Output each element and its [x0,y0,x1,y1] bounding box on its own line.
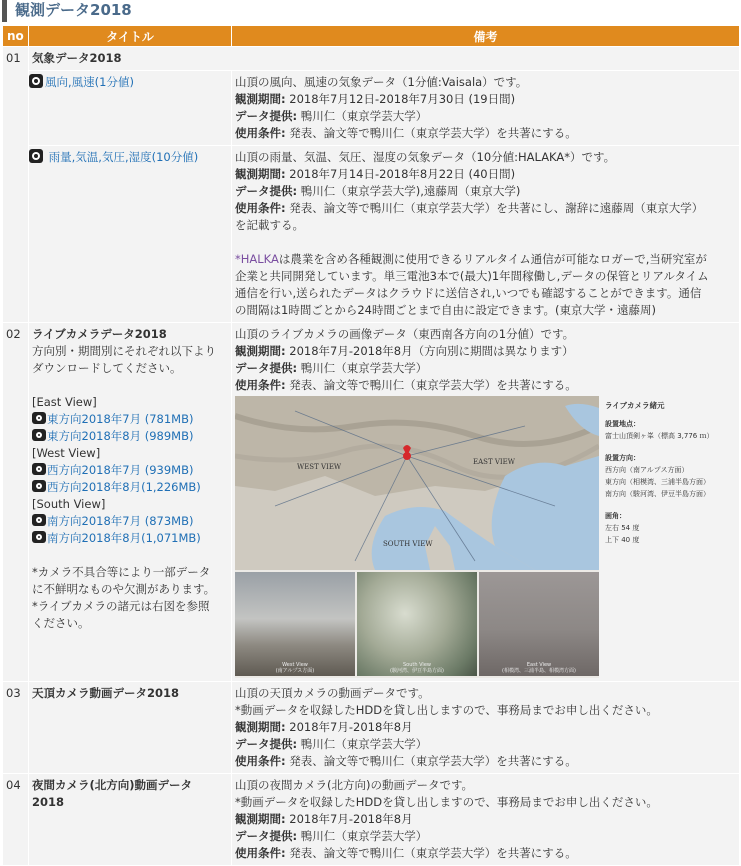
camera-icon [32,514,46,526]
camera-note: に不鮮明なものや欠測があります。 [32,582,216,596]
camera-icon [32,429,46,441]
terms-value: 発表、論文等で鴨川仁（東京学芸大学）を共著にする。 [289,126,577,140]
period-value: 2018年7月-2018年8月（方向別に期間は異なります） [289,344,574,358]
thumb-caption: South View [403,662,431,668]
thumb-caption: West View [282,662,308,668]
spec-location-value: 富士山頂剣ヶ峯（標高 3,776 ｍ） [605,432,714,440]
terms-value-cont: を記載する。 [235,218,304,232]
row-number: 02 [3,323,28,681]
table-row [3,146,739,322]
spec-title: ライブカメラ緒元 [605,401,665,410]
camera-map [235,396,599,570]
table-row [3,774,739,865]
west-view-label: [West View] [32,446,101,460]
provider-value: 鴨川仁（東京学芸大学） [300,829,428,843]
thumb-caption-sub: (南アルプス方面) [275,668,315,674]
camera-icon [32,531,46,543]
spec-angle-vertical: 上下 40 度 [605,536,640,544]
provider-label: データ提供: [235,737,298,751]
column-header-note: 備考 [232,26,739,46]
map-label-west: WEST VIEW [297,463,342,471]
row-title: 夜間カメラ(北方向)動画データ [32,778,193,792]
halka-note: 通信を行い,送られたデータはクラウドに送信され,いつでも確認することができます。通信 [235,286,702,300]
table-row [3,47,739,70]
provider-value: 鴨川仁（東京学芸大学） [300,737,428,751]
camera-note: ください。 [32,616,90,630]
provider-value: 鴨川仁（東京学芸大学),遠藤周（東京大学) [300,184,521,198]
description: 山頂の天頂カメラの動画データです。 [235,686,430,700]
thumb-caption-sub: (相模湾、三浦半島、相模湾方面) [502,668,576,674]
spec-angle-label: 画角： [605,512,626,520]
period-value: 2018年7月-2018年8月 [289,720,413,734]
camera-icon [32,412,46,424]
description: 山頂のライブカメラの画像データ（東西南各方向の1分値）です。 [235,327,575,341]
terms-label: 使用条件: [235,201,286,215]
terms-label: 使用条件: [235,378,286,392]
description: 山頂の風向、風速の気象データ（1分値:Vaisala）です。 [235,75,528,89]
provider-label: データ提供: [235,361,298,375]
row-title-cont: 2018 [32,795,65,809]
row-number: 04 [3,774,28,865]
table-header-row [3,26,739,46]
download-link-east-aug[interactable]: 東方向2018年8月 (989MB) [47,429,194,443]
spec-direction-south: 南方向（駿河湾、伊豆半島方面） [605,490,710,498]
period-value: 2018年7月-2018年8月 [289,812,413,826]
period-label: 観測期間: [235,167,286,181]
spec-angle-horizontal: 左右 54 度 [605,524,640,532]
intro-text: 方向別・期間別にそれぞれ以下より [32,344,216,358]
camera-icon [29,74,43,88]
row-number: 03 [3,682,28,773]
row-title: ライブカメラデータ2018 [32,327,167,341]
period-label: 観測期間: [235,92,286,106]
column-header-title: タイトル [29,26,231,46]
halka-term: *HALKA [235,252,279,266]
camera-icon [32,480,46,492]
period-label: 観測期間: [235,344,286,358]
spec-direction-west: 西方向（南アルプス方面） [605,466,689,474]
south-view-thumbnail [357,572,477,676]
description: 山頂の雨量、気温、気圧、湿度の気象データ（10分値:HALAKA*）です。 [235,150,616,164]
period-value: 2018年7月12日-2018年7月30日 (19日間) [289,92,516,106]
spec-location-label: 設置地点： [605,420,640,428]
provider-value: 鴨川仁（東京学芸大学） [300,109,428,123]
camera-note: *ライブカメラの諸元は右図を参照 [32,599,210,613]
download-link-wind[interactable]: 風向,風速(1分値) [45,75,134,89]
period-label: 観測期間: [235,720,286,734]
thumb-caption: East View [526,662,552,668]
camera-spec-panel [605,400,715,546]
live-camera-figure [235,396,714,678]
terms-label: 使用条件: [235,126,286,140]
download-link-south-jul[interactable]: 南方向2018年7月 (873MB) [47,514,194,528]
hdd-note: *動画データを収録したHDDを貸し出しますので、事務局までお申し出ください。 [235,795,658,809]
row-title: 気象データ2018 [29,47,739,70]
terms-value: 発表、論文等で鴨川仁（東京学芸大学）を共著にする。 [289,846,577,860]
download-link-east-jul[interactable]: 東方向2018年7月 (781MB) [47,412,194,426]
spec-direction-label: 設置方向： [605,454,640,462]
halka-note: 企業と共同開発しています。単三電池3本で(最大)1年間稼働し,データの保管とリアルタイム [235,269,709,283]
download-link-rain[interactable]: 雨量,気温,気圧,湿度(10分値) [48,150,199,164]
download-link-south-aug[interactable]: 南方向2018年8月(1,071MB) [47,531,201,545]
camera-note: *カメラ不具合等により一部データ [32,565,211,579]
terms-label: 使用条件: [235,846,286,860]
intro-text: ダウンロードしてください。 [32,361,182,375]
row-number: 01 [3,47,28,322]
spec-direction-east: 東方向（相模湾、三浦半島方面） [605,478,710,486]
halka-note: の間隔は1時間ごとから24時間ごとまで自由に設定できます。(東京大学・遠藤周) [235,303,656,317]
table-row [3,682,739,773]
camera-icon [29,149,43,163]
thumb-caption-sub: (駿河湾、伊豆半島方面) [390,668,444,674]
description: 山頂の夜間カメラ(北方向)の動画データです。 [235,778,474,792]
download-link-west-aug[interactable]: 西方向2018年8月(1,226MB) [47,480,201,494]
map-label-east: EAST VIEW [473,458,515,466]
east-view-thumbnail [479,572,599,676]
provider-value: 鴨川仁（東京学芸大学） [300,361,428,375]
south-view-label: [South View] [32,497,106,511]
observation-table [2,25,740,866]
terms-value: 発表、論文等で鴨川仁（東京学芸大学）を共著にする。 [289,378,577,392]
terms-value: 発表、論文等で鴨川仁（東京学芸大学）を共著にし、謝辞に遠藤周（東京大学） [289,201,704,215]
page-title: 観測データ2018 [2,0,739,22]
halka-note: は農業を含め各種観測に使用できるリアルタイム通信が可能なロガーで,当研究室が [278,252,707,266]
camera-icon [32,463,46,475]
row-title: 天頂カメラ動画データ2018 [29,682,231,773]
table-row [3,323,739,681]
hdd-note: *動画データを収録したHDDを貸し出しますので、事務局までお申し出ください。 [235,703,658,717]
terms-label: 使用条件: [235,754,286,768]
provider-label: データ提供: [235,829,298,843]
provider-label: データ提供: [235,109,298,123]
provider-label: データ提供: [235,184,298,198]
period-value: 2018年7月14日-2018年8月22日 (40日間) [289,167,516,181]
map-label-south: SOUTH VIEW [383,540,433,548]
west-view-thumbnail [235,572,355,676]
east-view-label: [East View] [32,395,97,409]
download-link-west-jul[interactable]: 西方向2018年7月 (939MB) [47,463,194,477]
period-label: 観測期間: [235,812,286,826]
terms-value: 発表、論文等で鴨川仁（東京学芸大学）を共著にする。 [289,754,577,768]
table-row [3,71,739,145]
column-header-no: no [3,26,28,46]
